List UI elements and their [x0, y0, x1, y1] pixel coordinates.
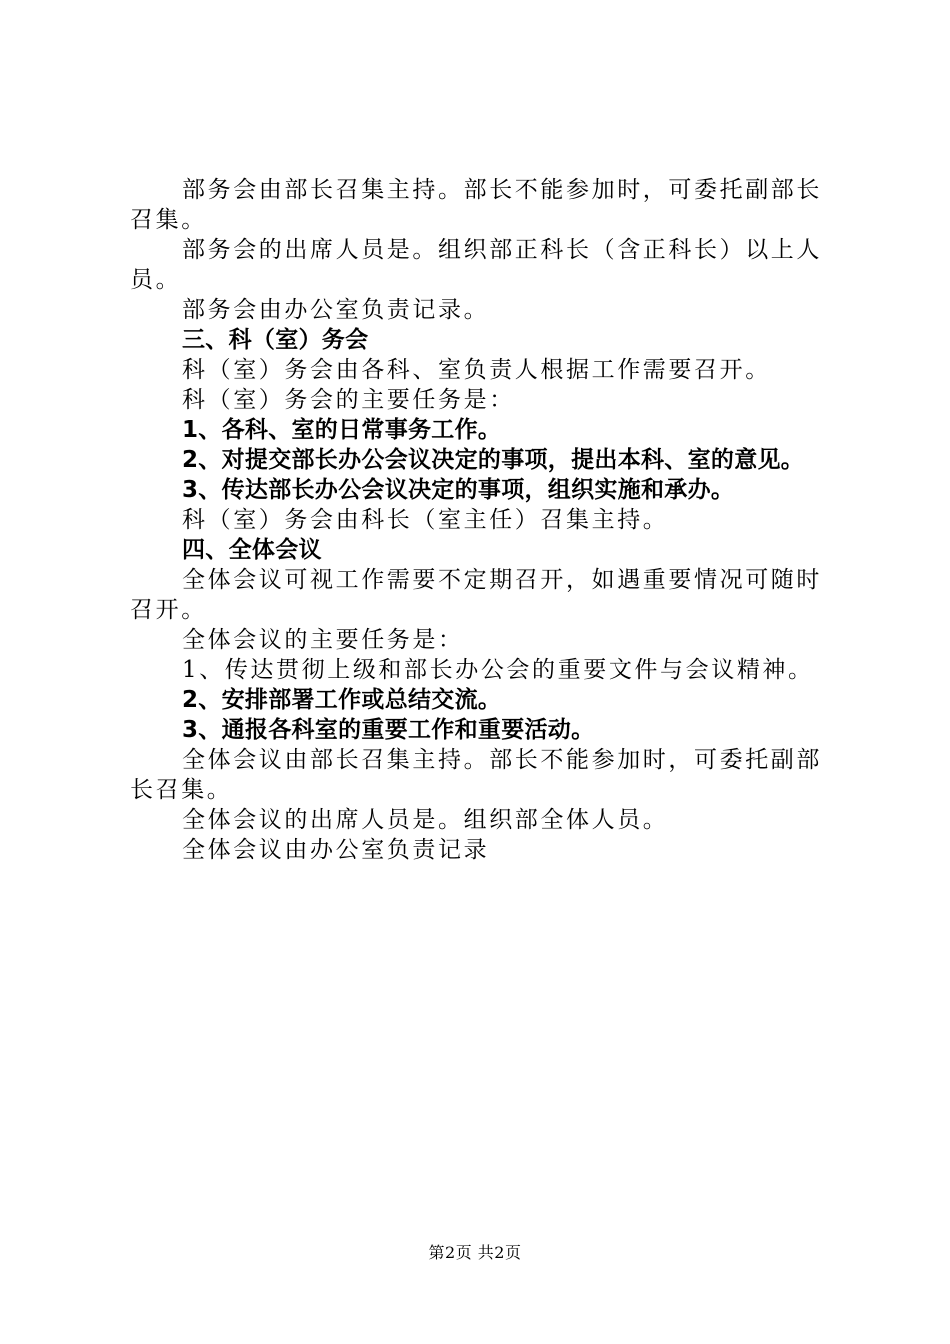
- list-item: 3、传达部长办公会议决定的事项，组织实施和承办。: [182, 477, 735, 503]
- list-item: 2、对提交部长办公会议决定的事项，提出本科、室的意见。: [182, 447, 805, 473]
- paragraph: 全体会议的主要任务是：: [182, 627, 464, 653]
- page-number-footer: 第2页 共2页: [428, 1243, 522, 1262]
- section-heading: 四、全体会议: [182, 537, 322, 563]
- paragraph: 部务会由部长召集主持。部长不能参加时，可委托副部长召集。: [130, 177, 822, 233]
- paragraph: 科（室）务会的主要任务是：: [182, 387, 515, 413]
- list-item: 2、安排部署工作或总结交流。: [182, 687, 502, 713]
- list-item: 1、各科、室的日常事务工作。: [182, 417, 502, 443]
- paragraph: 部务会的出席人员是。组织部正科长（含正科长）以上人员。: [130, 237, 822, 293]
- paragraph: 全体会议可视工作需要不定期召开，如遇重要情况可随时召开。: [130, 567, 822, 623]
- paragraph: 全体会议的出席人员是。组织部全体人员。: [182, 807, 669, 833]
- paragraph: 全体会议由办公室负责记录: [182, 837, 490, 863]
- list-item: 1、传达贯彻上级和部长办公会的重要文件与会议精神。: [182, 657, 814, 683]
- section-heading: 三、科（室）务会: [182, 327, 369, 353]
- paragraph: 科（室）务会由各科、室负责人根据工作需要召开。: [182, 357, 771, 383]
- list-item: 3、通报各科室的重要工作和重要活动。: [182, 717, 595, 743]
- paragraph: 科（室）务会由科长（室主任）召集主持。: [182, 507, 669, 533]
- paragraph: 全体会议由部长召集主持。部长不能参加时，可委托副部长召集。: [130, 747, 822, 803]
- paragraph: 部务会由办公室负责记录。: [182, 297, 490, 323]
- document-body: [130, 175, 830, 865]
